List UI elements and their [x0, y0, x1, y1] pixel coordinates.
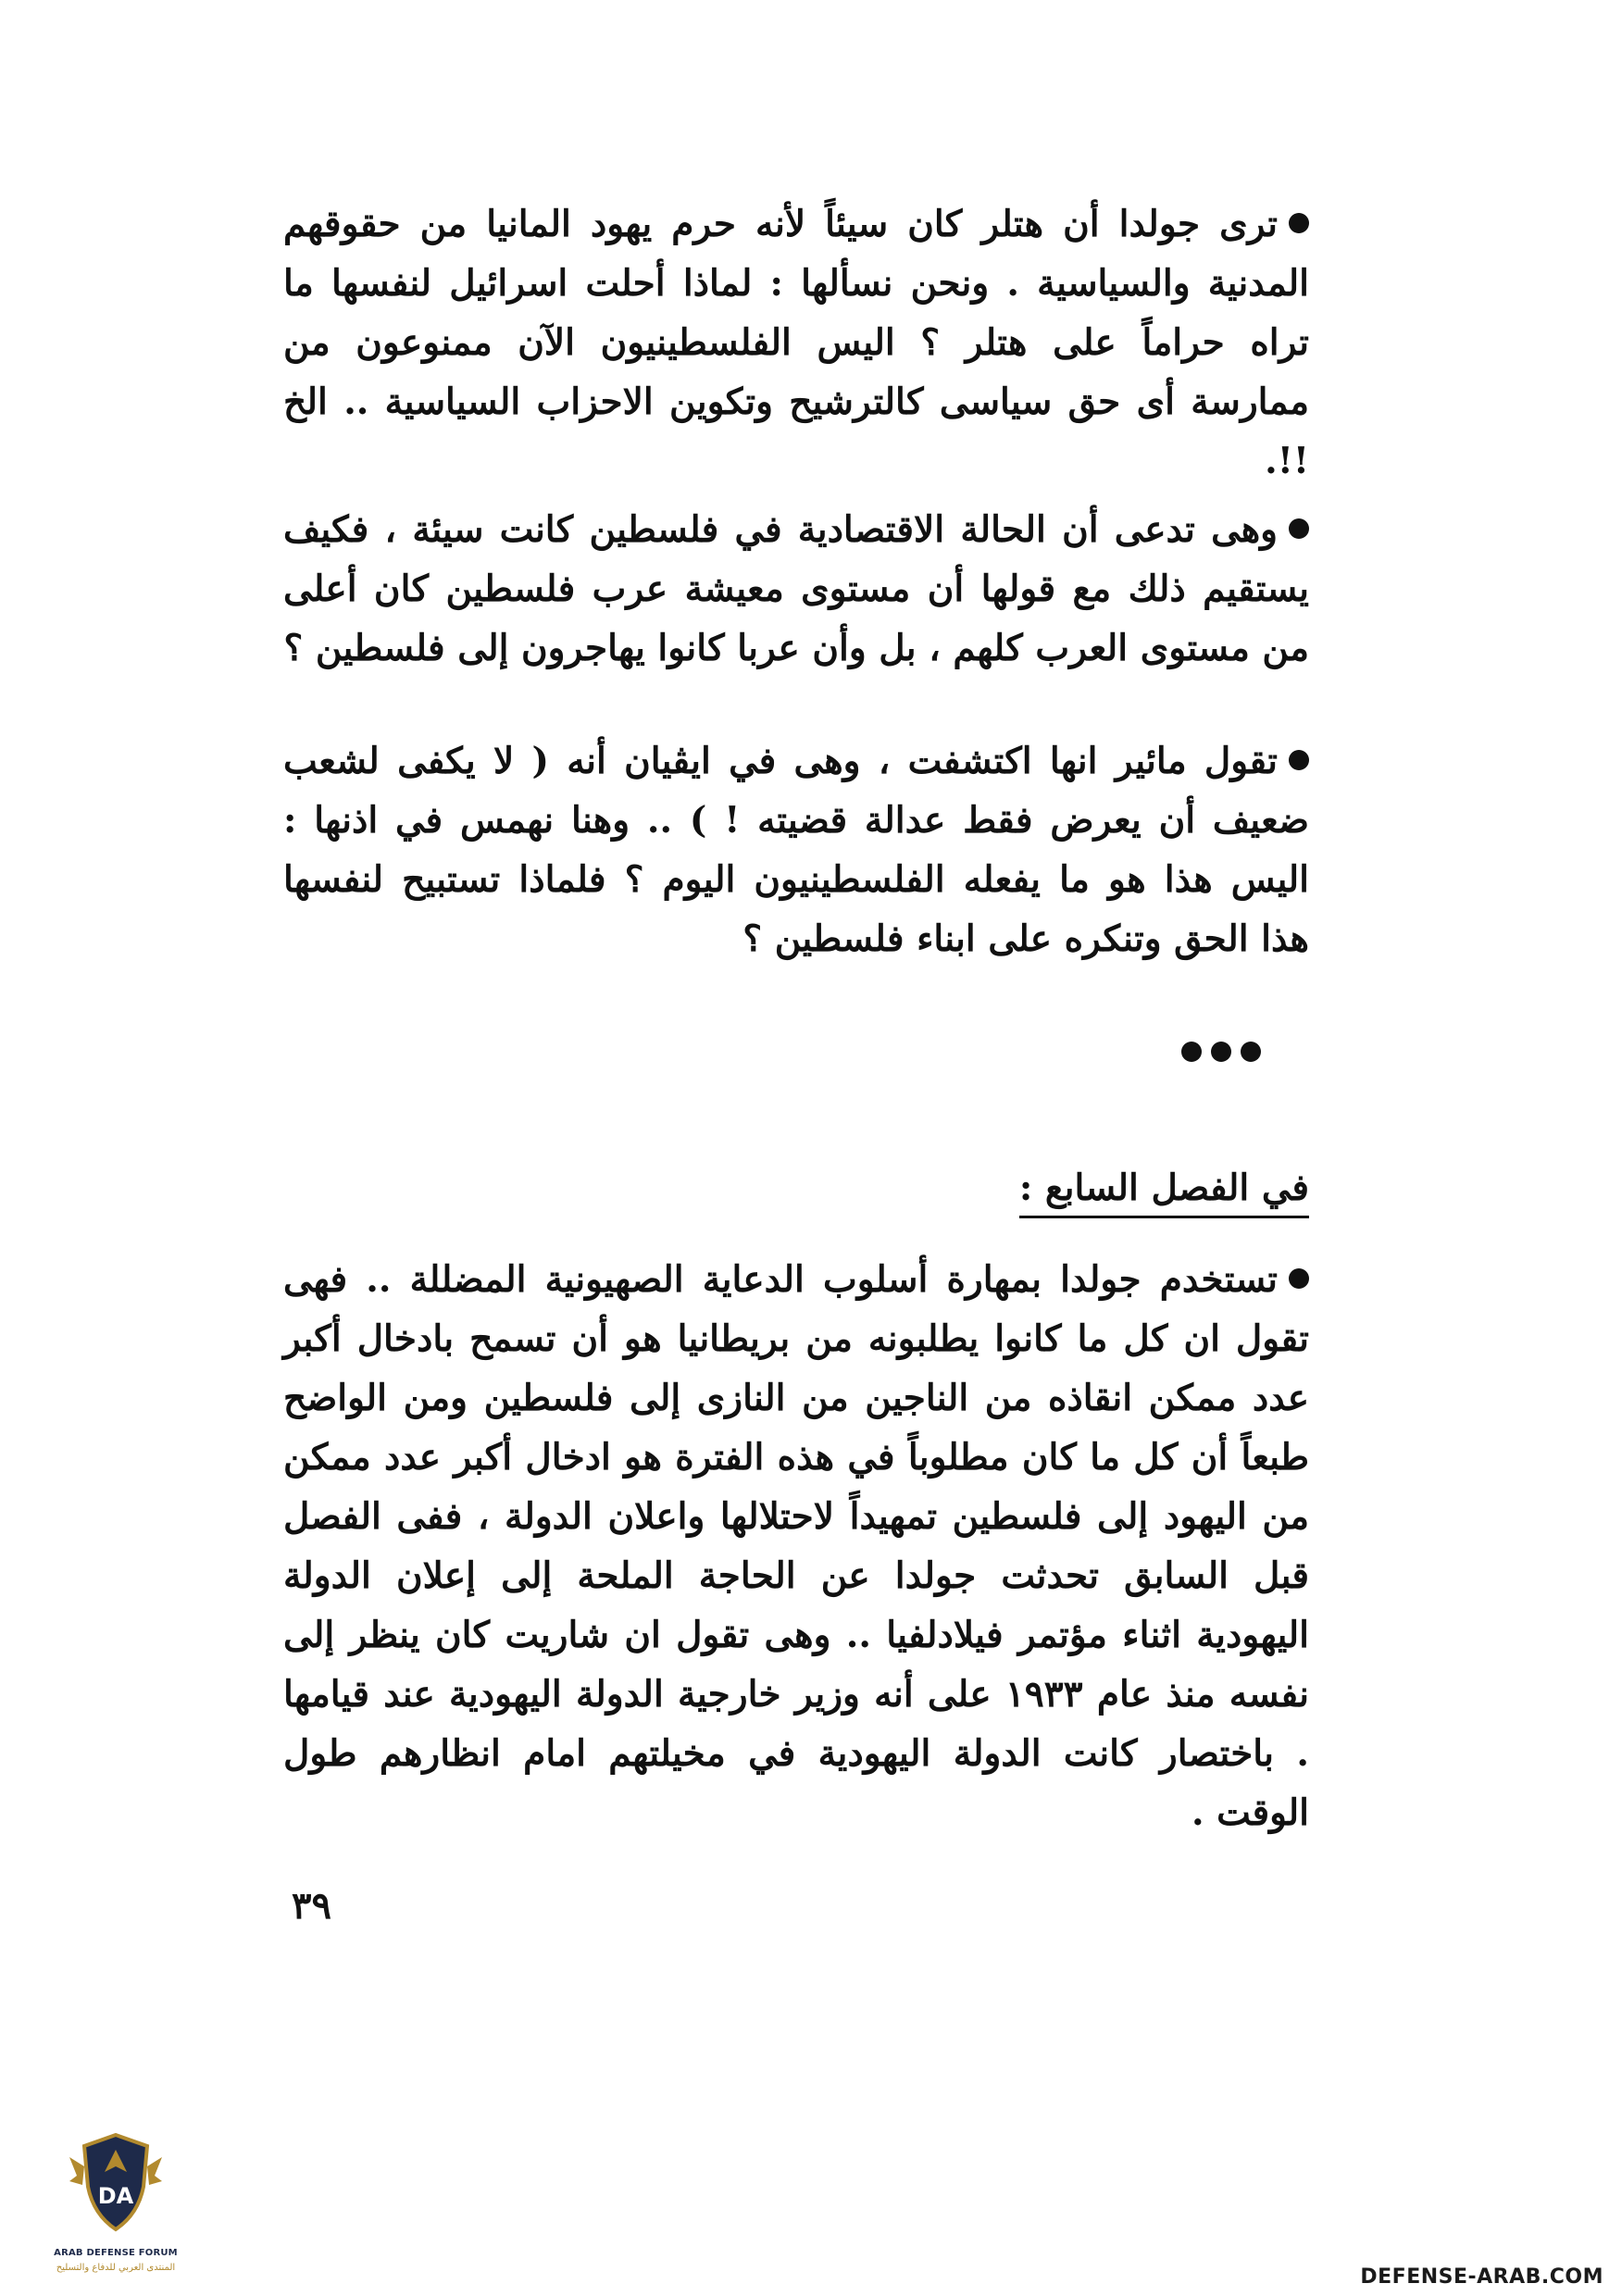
- section-paragraph-text: تستخدم جولدا بمهارة أسلوب الدعاية الصهيونية المضللة .. فهى تقول ان كل ما كانوا يطلبونه من بريطانيا هو أن تسمح بادخال أكبر عدد ممكن انقاذه من الناجين من النازى إلى فلسطين ومن الواضح طبعاً أن كل ما كان مطلوباً في هذه الفترة هو ادخال أكبر عدد ممكن من اليهود إلى فلسطين تمهيداً لاحتلالها واعلان الدولة ، ففى الفصل قبل السابق تحدثت جولدا عن الحاجة الملحة إلى إعلان الدولة اليهودية اثناء مؤتمر فيلادلفيا .. وهى تقول ان شاريت كان ينظر إلى نفسه منذ عام ١٩٣٣ على أنه وزير خارجية الدولة اليهودية عند قيامها . باختصار كانت الدولة اليهودية في مخيلتهم امام انظارهم طول الوقت .: [283, 1258, 1310, 1834]
- eagle-shield-icon: [69, 2129, 162, 2240]
- svg-text:DA: DA: [97, 2183, 134, 2209]
- paragraph-2-text: وهى تدعى أن الحالة الاقتصادية في فلسطين كانت سيئة ، فكيف يستقيم ذلك مع قولها أن مستوى معيشة عرب فلسطين كان أعلى من مستوى العرب كلهم ، بل وأن عربا كانوا يهاجرون إلى فلسطين ؟: [283, 508, 1309, 669]
- section-separator: [1181, 1042, 1261, 1062]
- paragraph-3-text: تقول مائير انها اكتشفت ، وهى في ايڤيان أنه ( لا يكفى لشعب ضعيف أن يعرض فقط عدالة قضيته ! ) .. وهنا نهمس في اذنها : اليس هذا هو ما يفعله الفلسطينيون اليوم ؟ فلماذا تستبيح لنفسها هذا الحق وتنكره على ابناء فلسطين ؟: [283, 740, 1309, 960]
- forum-logo: [46, 2129, 185, 2287]
- forum-logo-subtitle: المنتدى العربي للدفاع والتسليح: [56, 2263, 176, 2273]
- forum-logo-title: ARAB DEFENSE FORUM: [54, 2248, 178, 2258]
- separator-dot-icon: [1181, 1042, 1202, 1062]
- paragraph-1: [283, 194, 1309, 491]
- paragraph-2: [283, 500, 1309, 678]
- bullet-icon: [1289, 213, 1309, 233]
- separator-dot-icon: [1241, 1042, 1261, 1062]
- paragraph-3: [283, 731, 1309, 968]
- bullet-icon: [1289, 1268, 1309, 1289]
- bullet-icon: [1289, 750, 1309, 770]
- bullet-icon: [1289, 518, 1309, 539]
- separator-dot-icon: [1211, 1042, 1231, 1062]
- section-paragraph: [283, 1250, 1309, 1842]
- page-number: ٣٩: [292, 1884, 331, 1928]
- section-heading: في الفصل السابع :: [1019, 1162, 1309, 1218]
- paragraph-1-text: ترى جولدا أن هتلر كان سيئاً لأنه حرم يهود المانيا من حقوقهم المدنية والسياسية . ونحن نسألها : لماذا أحلت اسرائيل لنفسها ما تراه حراماً على هتلر ؟ اليس الفلسطينيون الآن ممنوعون من ممارسة أى حق سياسى كالترشيح وتكوين الاحزاب السياسية .. الخ !!.: [283, 203, 1309, 482]
- site-watermark: DEFENSE-ARAB.COM: [1360, 2265, 1603, 2289]
